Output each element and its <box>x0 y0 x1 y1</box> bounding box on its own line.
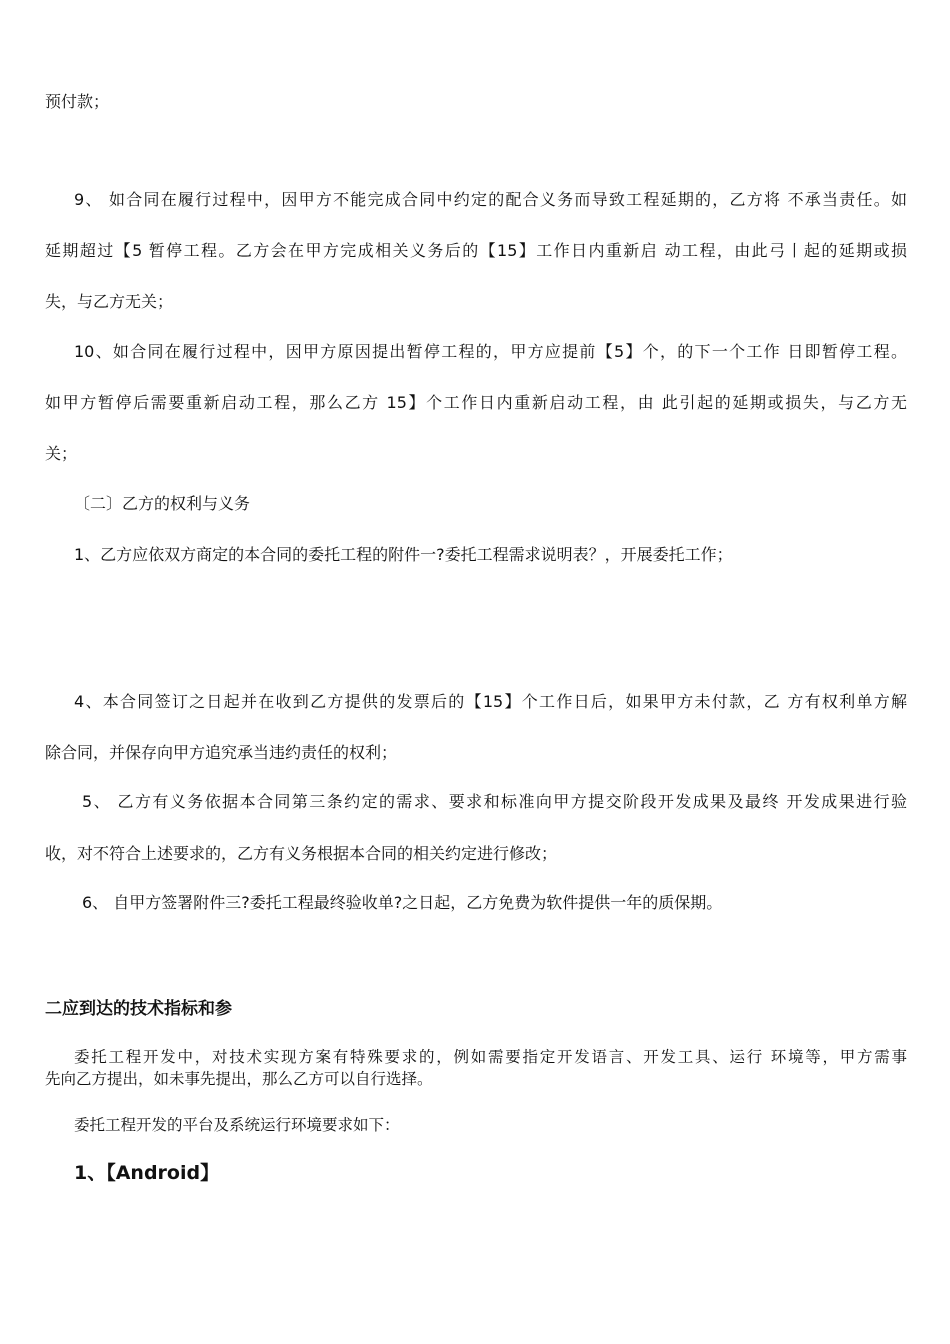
party-b-clause-4-line-1: 4、本合同签订之日起并在收到乙方提供的发票后的【15】个工作日后，如果甲方未付款，乙 方有权利单方解 <box>74 692 907 711</box>
clause-10-line-3: 关； <box>45 444 78 463</box>
party-b-clause-6: 6、 自甲方签署附件三?委托工程最终验收单?之日起，乙方免费为软件提供一年的质保期。 <box>82 893 723 912</box>
platform-item-android: 1、【Android】 <box>74 1162 220 1184</box>
party-b-clause-4-line-2: 除合同，并保存向甲方追究承当违约责任的权利； <box>45 743 398 762</box>
section-heading-party-b: 〔二〕乙方的权利与义务 <box>74 494 251 513</box>
clause-10-line-2: 如甲方暂停后需要重新启动工程，那么乙方 15】个工作日内重新启动工程，由 此引起的延期或损失，与乙方无 <box>45 393 907 412</box>
clause-10-line-1: 10、如合同在履行过程中，因甲方原因提出暂停工程的，甲方应提前【5】个，的下一个工作 日即暂停工程。 <box>74 342 907 361</box>
technical-paragraph-line-2: 先向乙方提出，如未事先提出，那么乙方可以自行选择。 <box>45 1070 433 1088</box>
section-title-technical-specs: 二应到达的技术指标和参 <box>45 999 232 1019</box>
party-b-clause-1: 1、乙方应依双方商定的本合同的委托工程的附件一?委托工程需求说明表？，开展委托工作； <box>74 545 733 564</box>
party-b-clause-5-line-2: 收，对不符合上述要求的，乙方有义务根据本合同的相关约定进行修改； <box>45 844 558 863</box>
clause-9-line-3: 失，与乙方无关； <box>45 292 174 311</box>
clause-9-line-2: 延期超过【5 暂停工程。乙方会在甲方完成相关义务后的【15】工作日内重新启 动工程，由此弓丨起的延期或损 <box>45 241 907 260</box>
platform-requirements-intro: 委托工程开发的平台及系统运行环境要求如下： <box>74 1116 400 1134</box>
text-line-prepayment: 预付款； <box>45 92 110 111</box>
clause-9-line-1: 9、 如合同在履行过程中，因甲方不能完成合同中约定的配合义务而导致工程延期的，乙方将 不承当责任。如 <box>74 190 907 209</box>
party-b-clause-5-line-1: 5、 乙方有义务依据本合同第三条约定的需求、要求和标准向甲方提交阶段开发成果及最终 开发成果进行验 <box>82 792 907 811</box>
technical-paragraph-line-1: 委托工程开发中，对技术实现方案有特殊要求的，例如需要指定开发语言、开发工具、运行 环境等，甲方需事 <box>74 1048 907 1066</box>
